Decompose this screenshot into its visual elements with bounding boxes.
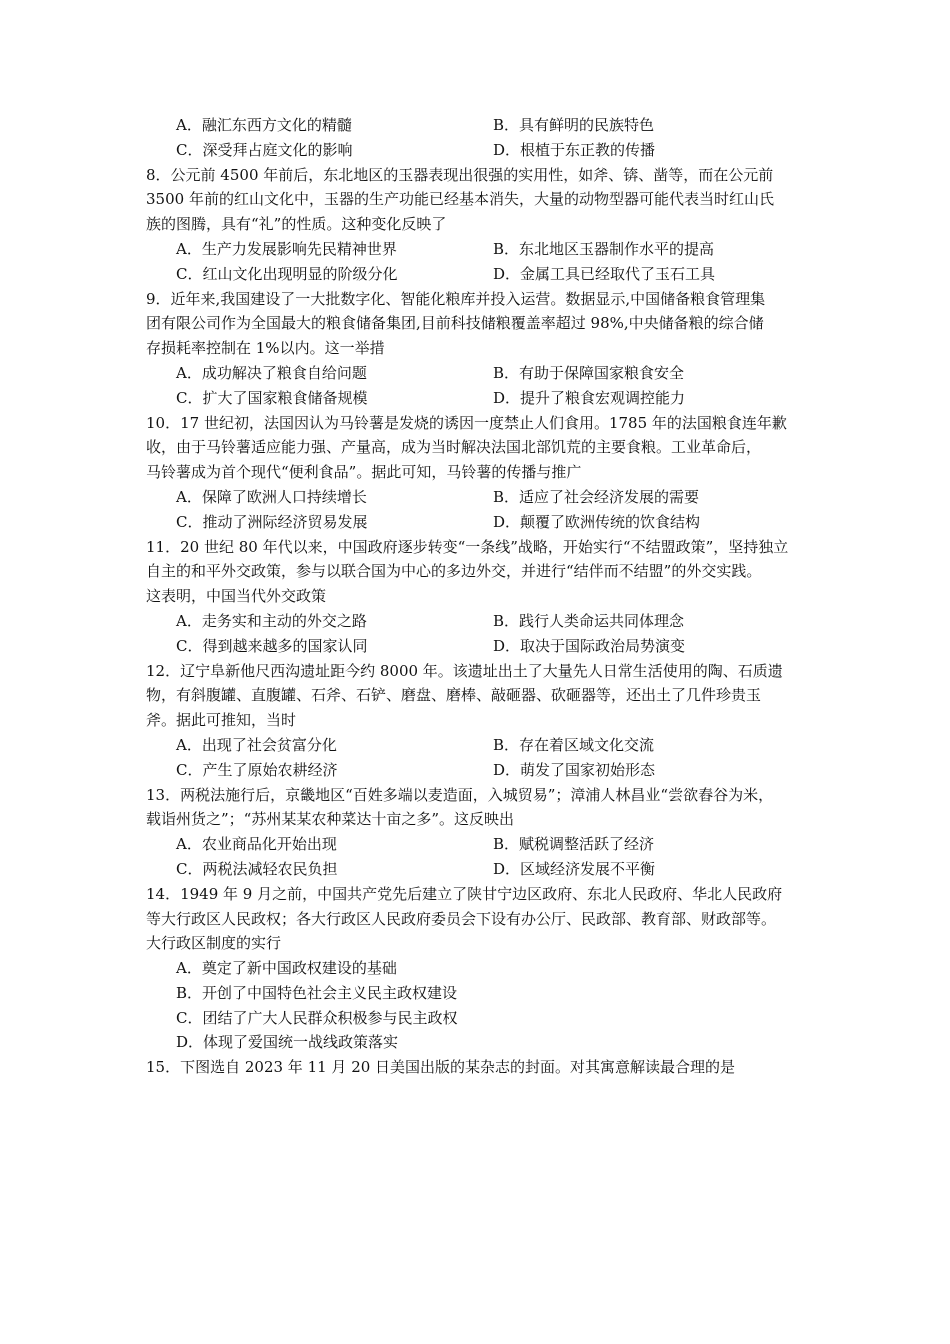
q8-stem-line-3: 族的图腾，具有“礼”的性质。这种变化反映了	[146, 215, 447, 234]
q8-stem-line-2: 3500 年前的红山文化中，玉器的生产功能已经基本消失，大量的动物型器可能代表当时红山氏	[146, 190, 774, 209]
q13-option-b[interactable]: B．赋税调整活跃了经济	[493, 835, 655, 854]
q11-stem-line-1: 11．20 世纪 80 年代以来，中国政府逐步转变“一条线”战略，开始实行“不结盟政策”，坚持独立	[146, 537, 789, 556]
q13-stem-line-2: 载诣州货之”；“苏州某某农种菜达十亩之多”。这反映出	[146, 810, 515, 829]
q10-stem-line-1: 10．17 世纪初，法国因认为马铃薯是发烧的诱因一度禁止人们食用。1785 年的法国粮食连年歉	[146, 413, 787, 432]
q10-stem-line-3: 马铃薯成为首个现代“便利食品”。据此可知，马铃薯的传播与推广	[146, 463, 582, 482]
q7-options-row-2	[0, 138, 950, 163]
q9-options-row-1	[0, 361, 950, 386]
q11-stem-line-2: 自主的和平外交政策，参与以联合国为中心的多边外交，并进行“结伴而不结盟”的外交实践。	[146, 562, 762, 581]
q13-option-d[interactable]: D．区域经济发展不平衡	[493, 859, 656, 878]
q14-option-c[interactable]: C．团结了广大人民群众积极参与民主政权	[176, 1008, 458, 1027]
q10-options-row-1	[0, 485, 950, 510]
q12-stem-line-2: 物，有斜腹罐、直腹罐、石斧、石铲、磨盘、磨棒、敲砸器、砍砸器等，还出土了几件珍贵玉	[146, 686, 762, 705]
q11-options-row-2	[0, 634, 950, 659]
q12-option-d[interactable]: D．萌发了国家初始形态	[493, 760, 656, 779]
q14-option-b[interactable]: B．开创了中国特色社会主义民主政权建设	[176, 983, 458, 1002]
q8-option-a[interactable]: A．生产力发展影响先民精神世界	[176, 239, 397, 258]
q12-option-c[interactable]: C．产生了原始农耕经济	[176, 760, 338, 779]
q12-stem-line-3: 斧。据此可推知，当时	[146, 711, 297, 730]
q11-option-c[interactable]: C．得到越来越多的国家认同	[176, 636, 368, 655]
exam-page	[0, 113, 950, 1080]
q14-stem-line-3: 大行政区制度的实行	[146, 934, 282, 953]
q7-option-a[interactable]: A．融汇东西方文化的精髓	[176, 116, 352, 134]
q13-stem-line-1: 13．两税法施行后，京畿地区“百姓多端以麦造面，入城贸易”；漳浦人林昌业“尝欲舂谷为米，	[146, 785, 774, 804]
q14-option-d[interactable]: D．体现了爱国统一战线政策落实	[176, 1033, 399, 1052]
q13-option-a[interactable]: A．农业商品化开始出现	[176, 835, 337, 854]
q14-stem-line-2: 等大行政区人民政权；各大行政区人民政府委员会下设有办公厅、民政部、教育部、财政部等。	[146, 909, 777, 928]
q8-option-b[interactable]: B．东北地区玉器制作水平的提高	[493, 239, 715, 258]
q12-options-row-2	[0, 758, 950, 783]
q8-options-row-1	[0, 237, 950, 262]
q10-option-b[interactable]: B．适应了社会经济发展的需要	[493, 487, 700, 506]
q12-stem-line-1: 12．辽宁阜新他尺西沟遗址距今约 8000 年。该遗址出土了大量先人日常生活使用的陶、石质遗	[146, 661, 783, 680]
q15-stem-line-1: 15．下图选自 2023 年 11 月 20 日美国出版的某杂志的封面。对其寓意解读最合理的是	[146, 1058, 736, 1077]
q11-stem-line-3: 这表明，中国当代外交政策	[146, 587, 327, 606]
q8-option-d[interactable]: D．金属工具已经取代了玉石工具	[493, 264, 716, 283]
q9-option-c[interactable]: C．扩大了国家粮食储备规模	[176, 388, 368, 407]
q11-option-a[interactable]: A．走务实和主动的外交之路	[176, 611, 367, 630]
q9-stem-line-2: 团有限公司作为全国最大的粮食储备集团,目前科技储粮覆盖率超过 98%,中央储备粮的综合储	[146, 314, 764, 333]
q7-options-row-1	[0, 113, 950, 138]
q13-options-row-1	[0, 832, 950, 857]
q9-option-b[interactable]: B．有助于保障国家粮食安全	[493, 363, 685, 382]
q10-stem-line-2: 收，由于马铃薯适应能力强、产量高，成为当时解决法国北部饥荒的主要食粮。工业革命后，	[146, 438, 762, 457]
q9-option-a[interactable]: A．成功解决了粮食自给问题	[176, 363, 367, 382]
q11-option-d[interactable]: D．取决于国际政治局势演变	[493, 636, 686, 655]
q13-option-c[interactable]: C．两税法减轻农民负担	[176, 859, 338, 878]
q14-option-a[interactable]: A．奠定了新中国政权建设的基础	[176, 959, 397, 978]
q10-option-d[interactable]: D．颠覆了欧洲传统的饮食结构	[493, 512, 701, 531]
q9-option-d[interactable]: D．提升了粮食宏观调控能力	[493, 388, 686, 407]
q8-options-row-2	[0, 262, 950, 287]
q8-option-c[interactable]: C．红山文化出现明显的阶级分化	[176, 264, 398, 283]
q14-stem-line-1: 14．1949 年 9 月之前，中国共产党先后建立了陕甘宁边区政府、东北人民政府、华北人民政府	[146, 884, 783, 903]
q10-option-c[interactable]: C．推动了洲际经济贸易发展	[176, 512, 368, 531]
q9-stem-line-1: 9．近年来,我国建设了一大批数字化、智能化粮库并投入运营。数据显示,中国储备粮食管理集	[146, 289, 766, 308]
q7-option-c[interactable]: C．深受拜占庭文化的影响	[176, 140, 353, 159]
q8-stem-line-1: 8．公元前 4500 年前后，东北地区的玉器表现出很强的实用性，如斧、锛、凿等，而在公元前	[146, 165, 774, 184]
q10-option-a[interactable]: A．保障了欧洲人口持续增长	[176, 487, 367, 506]
q9-options-row-2	[0, 386, 950, 411]
q7-option-b[interactable]: B．具有鲜明的民族特色	[493, 116, 655, 134]
q11-option-b[interactable]: B．践行人类命运共同体理念	[493, 611, 685, 630]
q12-options-row-1	[0, 733, 950, 758]
q12-option-a[interactable]: A．出现了社会贫富分化	[176, 735, 337, 754]
q12-option-b[interactable]: B．存在着区域文化交流	[493, 735, 655, 754]
q11-options-row-1	[0, 609, 950, 634]
q10-options-row-2	[0, 510, 950, 535]
q7-option-d[interactable]: D．根植于东正教的传播	[493, 140, 656, 159]
q13-options-row-2	[0, 857, 950, 882]
q9-stem-line-3: 存损耗率控制在 1%以内。这一举措	[146, 339, 385, 358]
